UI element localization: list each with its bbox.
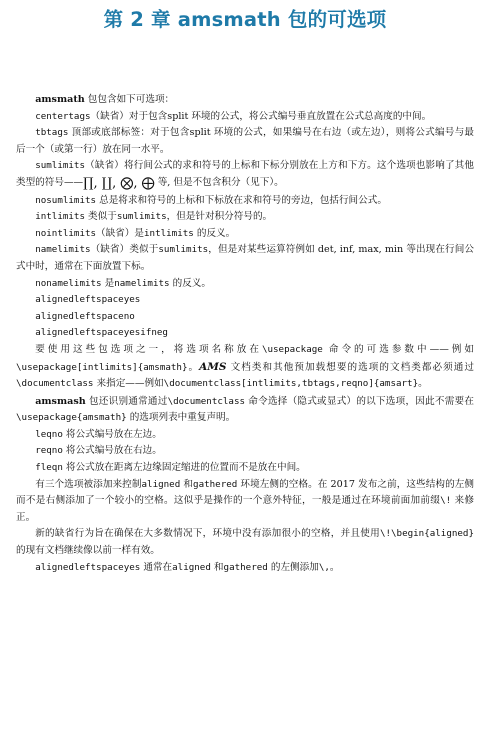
usage-text: 文档类和其他预加载想要的选项的文档类都必须通过 <box>226 361 474 373</box>
intro-text: 包包含如下可选项： <box>84 94 175 105</box>
option-name: tbtags <box>35 127 69 139</box>
option-alignedleftspaceno <box>16 309 474 326</box>
option-description: 顶部或底部标签：对于包含split 环境的公式，如果编号在右边（或左边），则将公式编号与最后一个（或第一行）放在同一水平。 <box>16 127 474 155</box>
option-description: （缺省）是 <box>96 227 145 239</box>
code-gathered: gathered <box>223 561 268 573</box>
package-name: amsmash <box>35 395 86 407</box>
code-documentclass: \documentclass <box>16 378 94 390</box>
new-default-paragraph <box>16 526 474 559</box>
usage-text: 来指定——例如 <box>93 378 164 390</box>
code-gathered: gathered <box>193 478 238 490</box>
paragraph-text: 来修正。 <box>16 495 474 523</box>
option-nointlimits <box>16 226 474 243</box>
amsmash-text: 包还识别通常通过 <box>85 395 168 407</box>
code-usepackage: \usepackage <box>261 343 323 355</box>
option-name: namelimits <box>35 244 91 256</box>
amsmash-text: 的选项列表中重复声明。 <box>126 412 236 424</box>
code-begin-aligned: \!\begin{aligned} <box>379 528 474 540</box>
option-name: nosumlimits <box>35 194 97 206</box>
three-options-paragraph <box>16 477 474 527</box>
option-sumlimits <box>16 158 474 192</box>
option-description: （缺省）类似于 <box>90 244 159 256</box>
option-description: （缺省）对于包含split 环境的公式，将公式编号垂直放置在公式总高度的中间。 <box>90 110 432 122</box>
option-nosumlimits <box>16 193 474 210</box>
alignedleftspaceyes-paragraph <box>16 560 474 577</box>
code-usepackage-example: \usepackage[intlimits]{amsmath} <box>16 361 188 373</box>
code-documentclass: \documentclass <box>167 395 246 407</box>
option-reference: sumlimits <box>158 244 209 256</box>
option-reference: intlimits <box>144 227 194 239</box>
option-name: fleqn <box>35 462 63 474</box>
paragraph-text: 新的缺省行为旨在确保在大多数情况下，环境中没有添加很小的空格，并且使用 <box>35 528 380 540</box>
paragraph-text: 的左侧添加 <box>267 561 319 573</box>
option-name: nointlimits <box>35 227 97 239</box>
code-usepackage-amsmath: \usepackage{amsmath} <box>16 412 127 424</box>
paragraph-text: 通常在 <box>140 561 173 573</box>
option-description: 将公式编号放在右边。 <box>62 445 162 457</box>
option-name: alignedleftspaceno <box>35 310 135 322</box>
option-description-end: ，但是针对积分符号的。 <box>166 211 273 223</box>
option-name: intlimits <box>35 211 85 223</box>
package-name: amsmath <box>35 94 85 105</box>
option-name: nonamelimits <box>35 277 102 289</box>
option-centertags <box>16 109 474 126</box>
code-thinspace: \, <box>318 561 330 573</box>
code-documentclass-example: \documentclass[intlimits,tbtags,reqno]{amsart} <box>163 378 419 390</box>
option-name: alignedleftspaceyesifneg <box>35 327 168 339</box>
option-reference: namelimits <box>114 277 170 289</box>
usage-text: 命令的可选参数中——例如 <box>322 343 475 355</box>
option-leqno <box>16 427 474 444</box>
paragraph-text: 有三个选项被添加来控制 <box>35 478 142 490</box>
option-namelimits <box>16 242 474 275</box>
chapter-title: 第 2 章 amsmath 包的可选项 <box>103 8 387 31</box>
code-negthinspace: \! <box>440 495 452 507</box>
option-fleqn <box>16 460 474 477</box>
option-description-end: 的反义。 <box>193 227 236 239</box>
intro-paragraph <box>16 92 474 109</box>
paragraph-text: 和 <box>180 478 194 490</box>
option-name: centertags <box>35 110 91 122</box>
option-name: alignedleftspaceyes <box>35 294 141 306</box>
option-name: leqno <box>35 428 63 440</box>
option-description: 将公式放在距离左边缘固定缩进的位置而不是放在中间。 <box>62 462 306 474</box>
operator-symbols: ∏, ∐, ⨂, ⨁ <box>83 175 155 191</box>
option-reference: sumlimits <box>116 211 167 223</box>
paragraph-text: 和 <box>210 561 224 573</box>
option-nonamelimits <box>16 276 474 293</box>
option-description: 将公式编号放在左边。 <box>62 428 162 440</box>
usage-text: 。 <box>418 378 428 390</box>
option-reqno <box>16 443 474 460</box>
option-intlimits <box>16 209 474 226</box>
option-description: 类似于 <box>84 211 117 223</box>
amsmash-paragraph <box>16 394 474 427</box>
ams-logo: AMS <box>199 360 227 373</box>
chapter-body <box>16 92 474 576</box>
option-description-end: 等, 但是不包含积分（见下）。 <box>154 176 284 188</box>
option-alignedleftspaceyes <box>16 292 474 309</box>
option-description: 总是将求和符号的上标和下标放在求和符号的旁边，包括行间公式。 <box>96 194 387 206</box>
amsmash-text: 命令选择（隐式或显式）的以下选项，因此不需要在 <box>245 395 474 407</box>
option-description: （缺省）将行间公式的求和符号的上标和下标分别放在上方和下方。这个选项也影响了其他类型的符号—— <box>16 160 474 188</box>
usage-paragraph <box>16 342 474 393</box>
paragraph-text: 的现有文档继续像以前一样有效。 <box>16 545 160 557</box>
usage-text: 。 <box>187 361 200 373</box>
paragraph-text: 环境左侧的空格。在 2017 发布之前，这些结构的左侧而不是右侧添加了一个较小的空格。这似乎是操作的一个意外特征，一般是通过在环境前面加前缀 <box>16 478 474 507</box>
option-description: 是 <box>101 277 115 289</box>
usage-text: 要使用这些包选项之一，将选项名称放在 <box>35 343 262 355</box>
paragraph-text: 。 <box>329 561 340 573</box>
option-description-end: ，但是对某些运算符例如 det, inf, max, min 等出现在行间公式中时，通常在下面放置下标。 <box>16 244 475 272</box>
code-aligned: aligned <box>141 478 181 490</box>
option-name: sumlimits <box>35 160 85 172</box>
option-tbtags <box>16 125 474 158</box>
code-aligned: aligned <box>172 561 211 573</box>
option-name: reqno <box>35 445 63 457</box>
option-alignedleftspaceyesifneg <box>16 325 474 342</box>
option-description-end: 的反义。 <box>169 277 211 289</box>
option-name: alignedleftspaceyes <box>35 561 141 573</box>
